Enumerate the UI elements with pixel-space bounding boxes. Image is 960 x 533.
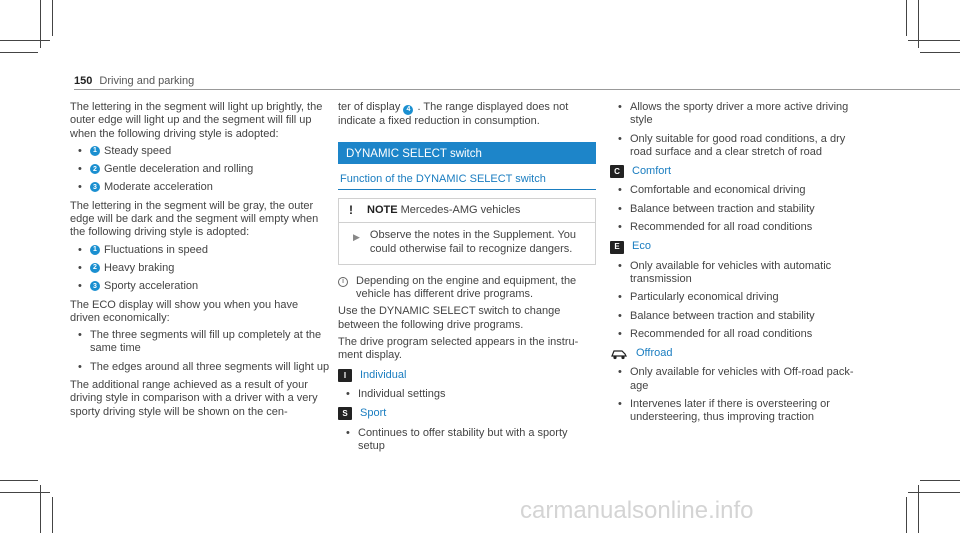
- paragraph: [338, 101, 596, 128]
- list-item-text: Particularly economical driving: [630, 291, 779, 304]
- bullet-icon: •: [618, 327, 622, 340]
- watermark: carmanualsonline.info: [520, 497, 754, 524]
- note-title: Mercedes-AMG vehicles: [400, 204, 521, 217]
- note-box: [338, 198, 596, 265]
- offroad-vehicle-icon-svg: [611, 348, 627, 360]
- bullet-icon: •: [618, 132, 622, 145]
- bullet-icon: •: [618, 259, 622, 272]
- column-1: [70, 101, 330, 423]
- individual-mode-icon: I: [338, 369, 352, 382]
- paragraph: Use the DYNAMIC SELECT switch to change between the following drive programs.: [338, 305, 561, 331]
- bullet-icon: •: [78, 280, 82, 293]
- crop-mark: [0, 40, 50, 41]
- bullet-icon: •: [78, 329, 82, 342]
- list-item: [70, 181, 330, 194]
- list-item: [610, 310, 870, 323]
- list-item-text: Fluctuations in speed: [104, 243, 208, 256]
- list-item: [338, 427, 596, 454]
- number-badge-icon: 2: [90, 164, 100, 174]
- bullet-icon: •: [618, 291, 622, 304]
- subheading: Function of the DYNAMIC SELECT switch: [338, 164, 596, 190]
- list-item: [338, 388, 596, 401]
- bullet-icon: •: [618, 202, 622, 215]
- mode-heading-comfort: [610, 165, 870, 178]
- list-item: [610, 328, 870, 341]
- number-badge-icon: 1: [90, 146, 100, 156]
- comfort-mode-icon: C: [610, 165, 624, 178]
- mode-heading-individual: [338, 369, 596, 382]
- mode-label: Offroad: [636, 347, 673, 360]
- bullet-icon: •: [78, 181, 82, 194]
- bullet-icon: •: [618, 221, 622, 234]
- list-item-text: Recommended for all road conditions: [630, 327, 813, 340]
- list-item: [610, 366, 870, 393]
- page-header: [74, 75, 194, 87]
- paragraph: The lettering in the segment will light up brightly, the outer edge will light up and the segment will fill up when the following driving style is adopted:: [70, 101, 323, 140]
- list-item-text: Individual settings: [358, 387, 446, 400]
- paragraph-text: . The range displayed does not indicate a fixed reduction in consumption.: [338, 101, 569, 127]
- crop-mark: [920, 52, 960, 53]
- bullet-icon: •: [78, 261, 82, 274]
- mode-label: Comfort: [632, 165, 672, 178]
- number-badge-icon: 1: [90, 245, 100, 255]
- list-item-text: Comfortable and economical driving: [630, 184, 806, 197]
- crop-mark: [906, 0, 907, 36]
- paragraph: The lettering in the segment will be gray, the outer edge will be dark and the segment will empty when the following driving style is adopted:: [70, 199, 319, 239]
- list-item-text: Only available for vehicles with Off-road pack-age: [630, 366, 854, 392]
- list-item-text: Only available for vehicles with automatic transmission: [630, 259, 832, 285]
- bullet-icon: •: [618, 309, 622, 322]
- list-item-text: The edges around all three segments will light up: [90, 360, 330, 373]
- bullet-icon: •: [78, 144, 82, 157]
- header-rule: [74, 89, 960, 90]
- list-item-text: Balance between traction and stability: [630, 202, 815, 215]
- list-item-text: Recommended for all road conditions: [630, 221, 813, 234]
- list-item-text: Gentle deceleration and rolling: [104, 163, 254, 176]
- list-item: [610, 260, 870, 287]
- crop-mark: [920, 480, 960, 481]
- mode-label: Sport: [360, 407, 387, 420]
- list-item-text: The three segments will fill up completely at the same time: [90, 329, 322, 355]
- bullet-list: [70, 329, 330, 374]
- crop-mark: [908, 40, 960, 41]
- crop-mark: [0, 52, 38, 53]
- list-item: [70, 163, 330, 176]
- crop-mark: [0, 492, 50, 493]
- number-badge-icon: 2: [90, 263, 100, 273]
- warning-icon: !: [349, 203, 353, 218]
- bullet-icon: •: [346, 387, 350, 400]
- numbered-list: [70, 145, 330, 195]
- bullet-icon: •: [78, 163, 82, 176]
- list-item-text: Only suitable for good road conditions, a dry road surface and a clear stretch of road: [630, 132, 846, 158]
- list-item-text: Continues to offer stability but with a sporty setup: [358, 426, 568, 452]
- bullet-icon: •: [346, 426, 350, 439]
- paragraph: The ECO display will show you when you have driven economically:: [70, 298, 299, 324]
- list-item-text: Balance between traction and stability: [630, 309, 815, 322]
- list-item: [610, 221, 870, 234]
- list-item: [610, 101, 870, 128]
- numbered-list: [70, 244, 330, 294]
- bullet-icon: •: [618, 366, 622, 379]
- section-banner: DYNAMIC SELECT switch: [338, 142, 596, 164]
- list-item: [70, 329, 330, 356]
- list-item: [610, 203, 870, 216]
- crop-mark: [908, 492, 960, 493]
- paragraph-text: ter of display: [338, 101, 401, 113]
- mode-heading-sport: [338, 407, 596, 420]
- list-item: [610, 398, 870, 425]
- page-number: 150: [74, 75, 93, 87]
- bullet-icon: •: [618, 398, 622, 411]
- paragraph: The drive program selected appears in the instru-ment display.: [338, 336, 579, 362]
- list-item: [70, 361, 330, 374]
- number-badge-icon: 3: [90, 281, 100, 291]
- list-item-text: Steady speed: [104, 144, 172, 157]
- mode-heading-offroad: [610, 347, 870, 360]
- mode-heading-eco: [610, 240, 870, 253]
- info-text: Depending on the engine and equipment, the vehicle has different drive programs.: [356, 274, 577, 301]
- number-badge-icon: 3: [90, 182, 100, 192]
- list-item: [610, 291, 870, 304]
- crop-mark: [52, 0, 53, 36]
- sport-mode-icon: S: [338, 407, 352, 420]
- column-3: [610, 101, 870, 430]
- section-title: Driving and parking: [99, 75, 195, 87]
- list-item: [70, 244, 330, 257]
- mode-label: Eco: [632, 240, 651, 253]
- crop-mark: [906, 497, 907, 533]
- mode-label: Individual: [360, 368, 407, 381]
- crop-mark: [52, 497, 53, 533]
- info-icon: i: [338, 277, 348, 287]
- list-item: [610, 133, 870, 160]
- eco-mode-icon: E: [610, 241, 624, 254]
- list-item-text: Intervenes later if there is oversteering or understeering, thus improving traction: [630, 398, 830, 424]
- column-2: [338, 101, 596, 458]
- note-text: Observe the notes in the Supplement. You could otherwise fail to recognize dangers.: [369, 229, 577, 255]
- paragraph: The additional range achieved as a result of your driving style in comparison with a driver with a very sporty driving style will be shown on the cen-: [70, 379, 318, 418]
- bullet-icon: •: [78, 360, 82, 373]
- note-header: [339, 199, 595, 223]
- bullet-icon: •: [618, 101, 622, 113]
- list-item: [70, 145, 330, 158]
- crop-mark: [0, 480, 38, 481]
- list-item-text: Sporty acceleration: [104, 280, 199, 293]
- number-badge-icon: 4: [403, 105, 413, 115]
- list-item-text: Allows the sporty driver a more active driving style: [630, 101, 849, 127]
- note-label: NOTE: [367, 204, 398, 217]
- list-item-text: Heavy braking: [104, 261, 175, 274]
- list-item: [70, 262, 330, 275]
- triangle-right-icon: ▶: [353, 232, 360, 243]
- bullet-icon: •: [618, 184, 622, 197]
- list-item-text: Moderate acceleration: [104, 181, 213, 194]
- info-note: [338, 275, 596, 302]
- list-item: [70, 280, 330, 293]
- list-item: [610, 184, 870, 197]
- bullet-icon: •: [78, 243, 82, 256]
- note-body: [339, 223, 595, 264]
- offroad-vehicle-icon: [610, 347, 628, 360]
